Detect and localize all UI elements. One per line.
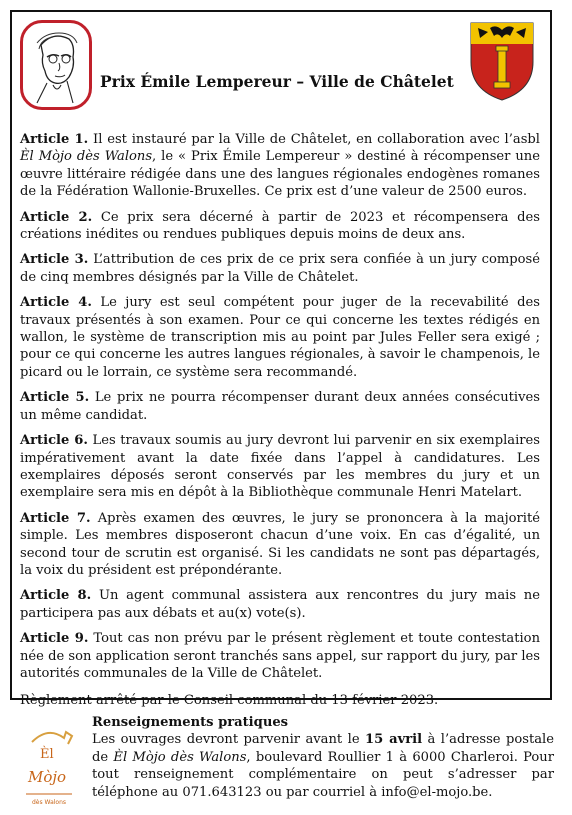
- page-title: Prix Émile Lempereur – Ville de Châtelet: [100, 72, 454, 91]
- article-label: Article 6.: [20, 433, 88, 449]
- practical-info-title: Renseignements pratiques: [92, 715, 289, 730]
- article-label: Article 8.: [20, 588, 92, 604]
- practical-info-text: [92, 731, 554, 801]
- rules-body: [20, 131, 540, 723]
- logo-text-el: Èl: [40, 747, 54, 762]
- logo-text-mojo: Mòjo: [28, 768, 67, 786]
- article-text: Le jury est seul compétent pour juger de la recevabilité des travaux présentés à son examen. Pour ce qui concerne les textes rédigés en wallon, le système de transcription mis au point par Jules Feller sera exigé ; pour ce qui concerne les autres langues régionales, à savoir le champenois, le picard ou le lorrain, ce système sera recommandé.: [20, 295, 540, 380]
- article-text: Après examen des œuvres, le jury se prononcera à la majorité simple. Les membres disposeront chacun d’une voix. En cas d’égalité, un second tour de scrutin est organisé. Si les candidats ne sont pas départagés, la voix du président est prépondérante.: [20, 510, 540, 578]
- article-label: Article 1.: [20, 132, 89, 147]
- deadline: 15 avril: [365, 732, 423, 748]
- article-5: [20, 389, 540, 424]
- coat-of-arms: [468, 20, 536, 102]
- article-6: [20, 432, 540, 502]
- article-label: Article 5.: [20, 390, 90, 406]
- decree-line: Règlement arrêté par le Conseil communal du 13 février 2023.: [20, 693, 439, 709]
- article-text: Les travaux soumis au jury devront lui parvenir en six exemplaires impérativement avant la date fixée dans l’appel à candidatures. Les exemplaires déposés seront conservés par les membres du jury et un exemplaire sera mis en dépôt à la Bibliothèque communale Henri Matelart.: [20, 433, 540, 501]
- organization-name: Èl Mòjo dès Walons: [113, 749, 247, 765]
- article-text: Il est instauré par la Ville de Châtelet, en collaboration avec l’asbl: [88, 132, 540, 147]
- article-text: Un agent communal assistera aux rencontres du jury mais ne participera pas aux débats et au(x) vote(s).: [20, 588, 540, 621]
- article-label: Article 7.: [20, 510, 91, 526]
- article-label: Article 2.: [20, 209, 93, 225]
- article-text: , le « Prix Émile Lempereur » destiné à récompenser une œuvre littéraire rédigée dans une des langues régionales endogènes romanes de la Fédération Wallonie-Bruxelles. Ce prix est d’une valeur de 2500 euros.: [20, 149, 540, 200]
- article-1: [20, 131, 540, 201]
- article-label: Article 3.: [20, 252, 89, 268]
- portrait-drawing-icon: [23, 23, 89, 107]
- portrait-frame: [20, 20, 92, 110]
- info-text: Les ouvrages devront parvenir avant le: [92, 732, 366, 748]
- logo-text-walons: dès Walons: [32, 799, 67, 806]
- info-text: , boulevard Roullier 1 à 6000 Charleroi. Pour tout renseignement complémentaire on peut s’adresser par téléphone au 071.643123 ou par courriel à info@el-mojo.be.: [92, 749, 554, 800]
- chatelet-coat-of-arms-icon: [468, 20, 536, 102]
- article-4: [20, 294, 540, 381]
- article-text: Tout cas non prévu par le présent règlement et toute contestation née de son application seront tranchés sans appel, sur rapport du jury, par les autorités communales de la Ville de Châtelet.: [20, 631, 540, 681]
- practical-info: [92, 714, 554, 801]
- el-mojo-logo-icon: [18, 724, 80, 808]
- article-7: [20, 510, 540, 580]
- article-3: [20, 251, 540, 286]
- article-label: Article 9.: [20, 631, 89, 647]
- info-text: à l’adresse postale de: [92, 732, 554, 765]
- article-text: Ce prix sera décerné à partir de 2023 et récompensera des créations inédites ou rendues publiques depuis moins de deux ans.: [20, 209, 540, 243]
- article-text: Le prix ne pourra récompenser durant deux années consécutives un même candidat.: [20, 390, 540, 423]
- article-8: [20, 587, 540, 622]
- article-9: [20, 630, 540, 682]
- article-text: L’attribution de ces prix de ce prix sera confiée à un jury composé de cinq membres désignés par la Ville de Châtelet.: [20, 252, 540, 285]
- article-2: [20, 209, 540, 244]
- el-mojo-logo: [18, 724, 80, 808]
- article-label: Article 4.: [20, 295, 92, 311]
- organization-name: Èl Mòjo dès Walons: [20, 149, 153, 165]
